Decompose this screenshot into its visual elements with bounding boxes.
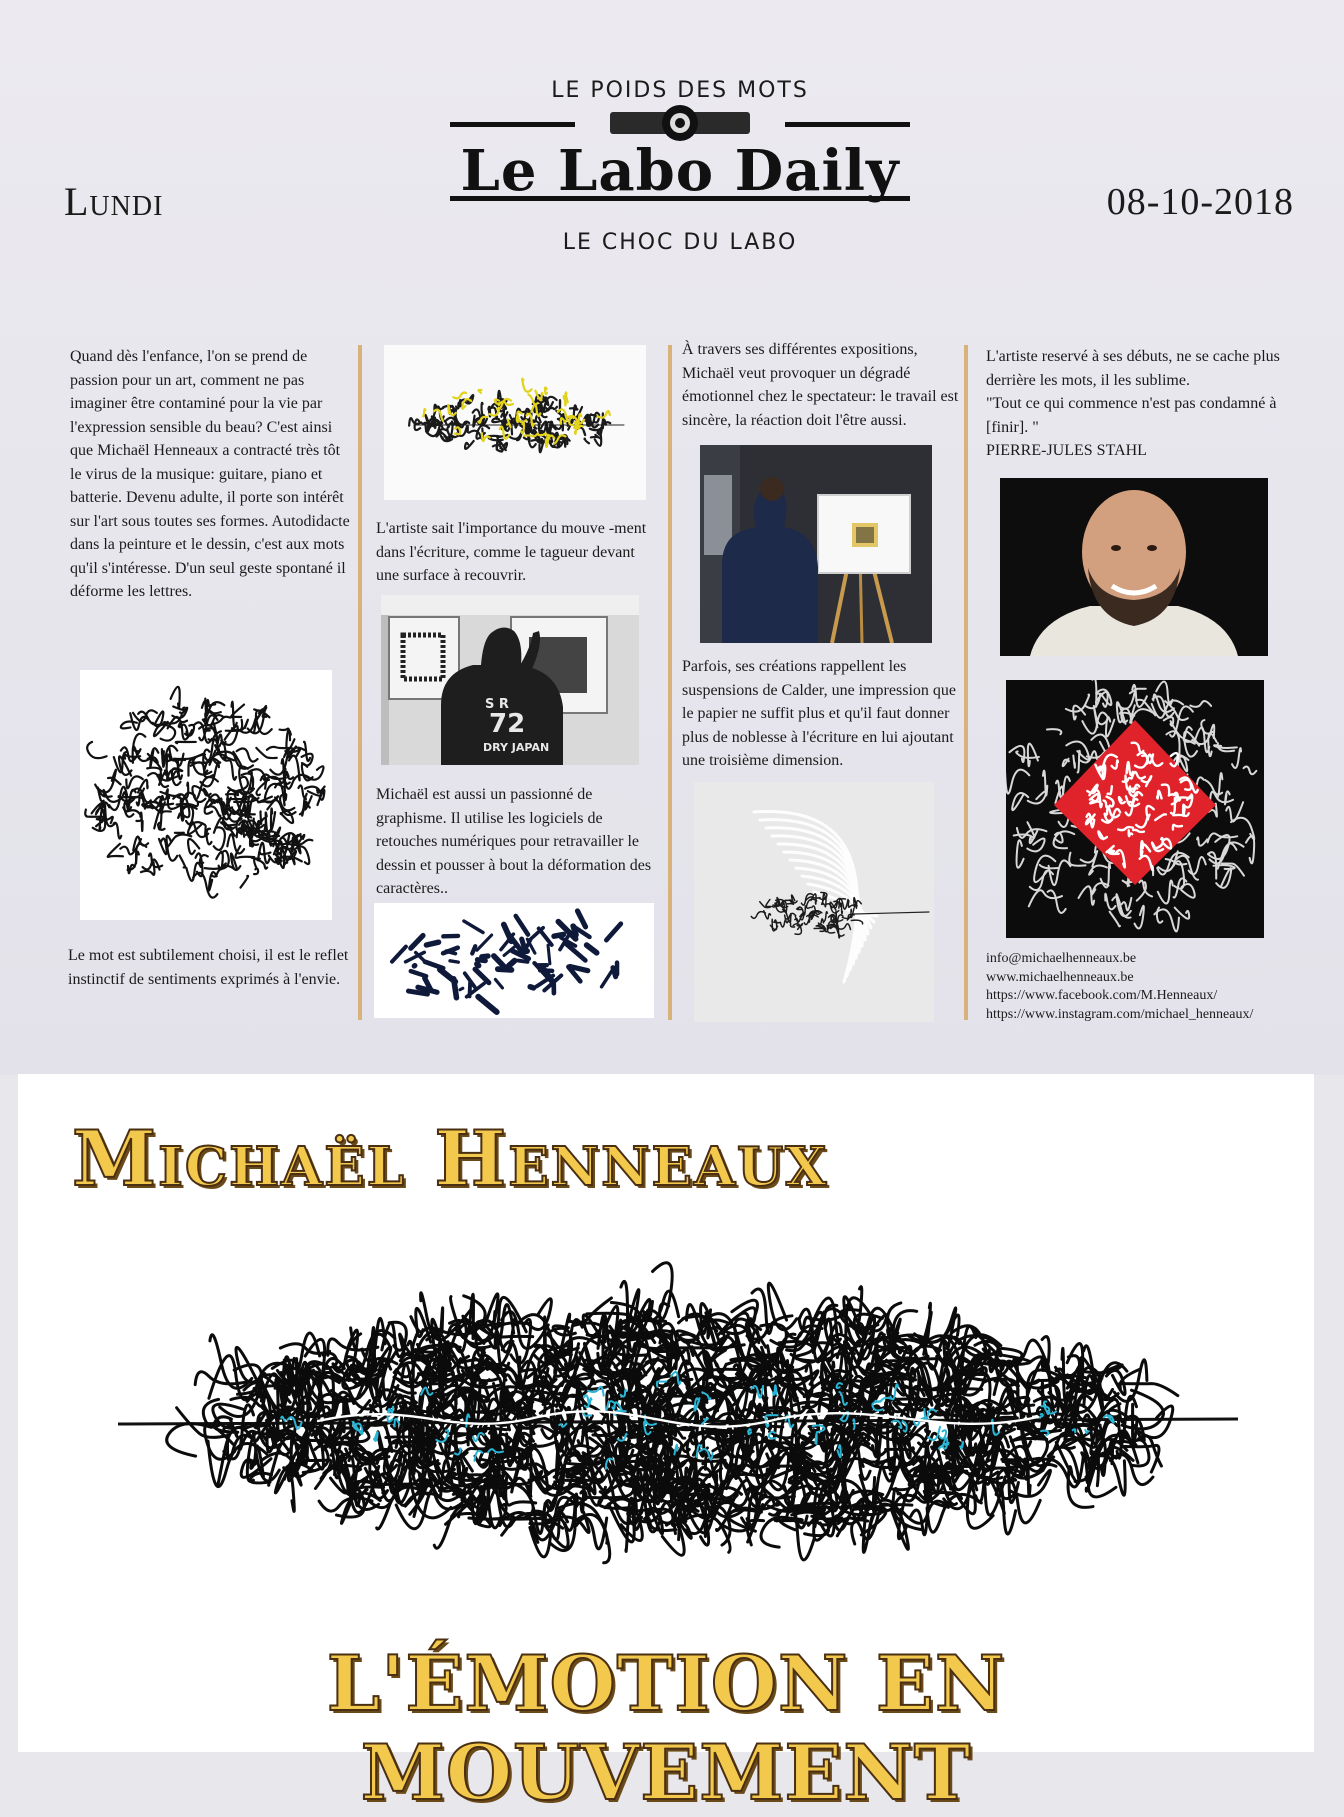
col4-quote: "Tout ce qui commence n'est pas condamné à [finir]. ": [986, 395, 1277, 436]
photo-artist-hanging-frames: [381, 595, 639, 765]
col4-text-1: L'artiste reservé à ses débuts, ne se cache plus derrière les mots, il les sublime.: [986, 348, 1280, 389]
red-diamond-drawing: [1006, 680, 1264, 938]
contact-list: [986, 950, 1253, 1024]
col2-text-1: L'artiste sait l'importance du mouve -ment dans l'écriture, comme le tagueur devant une surface à recouvrir.: [376, 520, 647, 584]
masthead-tagline-top: LE POIDS DES MOTS: [551, 78, 809, 103]
artwork-calligraphy-sphere: [80, 670, 332, 920]
col1-caption-box: [68, 944, 358, 991]
col3-text-1: À travers ses différentes expositions, Michaël veut provoquer un dégradé émotionnel chez le spectateur: le travail est sincère, la réaction doit l'être aussi.: [682, 341, 959, 429]
col1-caption: Le mot est subtilement choisi, il est le reflet instinctif de sentiments exprimés à l'envie.: [68, 947, 349, 988]
masthead-logo: [450, 20, 910, 280]
artwork-yellow-calligraphy: [384, 345, 646, 500]
col2-text-2: Michaël est aussi un passionné de graphisme. Il utilise les logiciels de retouches numériques pour retravailler le dessin et pousser à bout la déformation des caractères..: [376, 786, 652, 897]
col4-text-box: [986, 345, 1286, 463]
col2-text-1-box: [376, 517, 661, 588]
masthead-brand: Le Labo Daily: [460, 138, 900, 204]
graphic-pattern-drawing: [374, 903, 654, 1018]
contact-email[interactable]: info@michaelhenneaux.be: [986, 951, 1137, 966]
col3-text-2: Parfois, ses créations rappellent les suspensions de Calder, une impression que le papier ne suffit plus et qu'il faut donner plus de noblesse à l'écriture en lui ajoutant une troisième dimension.: [682, 658, 956, 769]
col3-text-2-box: [682, 655, 967, 773]
feature-title: Michaël Henneaux: [72, 1114, 829, 1203]
masthead-tagline-bottom: LE CHOC DU LABO: [562, 230, 798, 255]
feature-artwork: [118, 1249, 1238, 1599]
col2-text-2-box: [376, 783, 666, 901]
sphere-drawing: [80, 670, 332, 920]
artwork-red-diamond: [1006, 680, 1264, 938]
photo-hoodie-number: 72: [489, 709, 526, 739]
photo-hoodie-text-bottom: DRY JAPAN: [483, 741, 550, 754]
column-separator-3: [964, 345, 968, 1020]
col4-quote-author: PIERRE-JULES STAHL: [986, 442, 1147, 459]
feature-panel: [18, 1074, 1314, 1817]
sculpture-drawing: [694, 782, 934, 1022]
contact-instagram[interactable]: https://www.instagram.com/michael_henneaux/: [986, 1006, 1254, 1022]
artist-photo-drawing: [381, 595, 639, 765]
photo-visitor-exhibition: [700, 445, 932, 643]
photo-artist-portrait: [1000, 478, 1268, 656]
column-separator-2: [668, 345, 672, 1020]
col3-text-1-box: [682, 338, 967, 432]
photo-3d-sculpture: [694, 782, 934, 1022]
yellow-calligraphy-drawing: [384, 345, 646, 500]
visitor-photo-drawing: [700, 445, 932, 643]
contact-website[interactable]: www.michaelhenneaux.be: [986, 969, 1134, 985]
artwork-graphic-pattern: [374, 903, 654, 1018]
column-1: [70, 345, 350, 604]
date-label: 08-10-2018: [1106, 181, 1294, 223]
column-separator-1: [358, 345, 362, 1020]
hero-calligraphy-drawing: [118, 1249, 1238, 1599]
photo-hoodie-text-top: S R: [485, 697, 509, 712]
artist-portrait-drawing: [1000, 478, 1268, 656]
feature-subtitle: L'ÉMOTION EN MOUVEMENT: [326, 1639, 1006, 1817]
col1-intro: Quand dès l'enfance, l'on se prend de passion pour un art, comment ne pas imaginer être contaminé pour la vie par l'expression sensible du beau? C'est ainsi que Michaël Henneaux a contracté très tôt le virus de la musique: guitare, piano et batterie. Devenu adulte, il porte son intérêt sur l'art sous toutes ses formes. Autodidacte dans la peinture et le dessin, c'est aux mots qu'il s'intéresse. D'un seul geste spontané il déforme les lettres.: [70, 348, 350, 600]
day-label: Lundi: [64, 179, 164, 224]
contact-facebook[interactable]: https://www.facebook.com/M.Henneaux/: [986, 988, 1218, 1003]
